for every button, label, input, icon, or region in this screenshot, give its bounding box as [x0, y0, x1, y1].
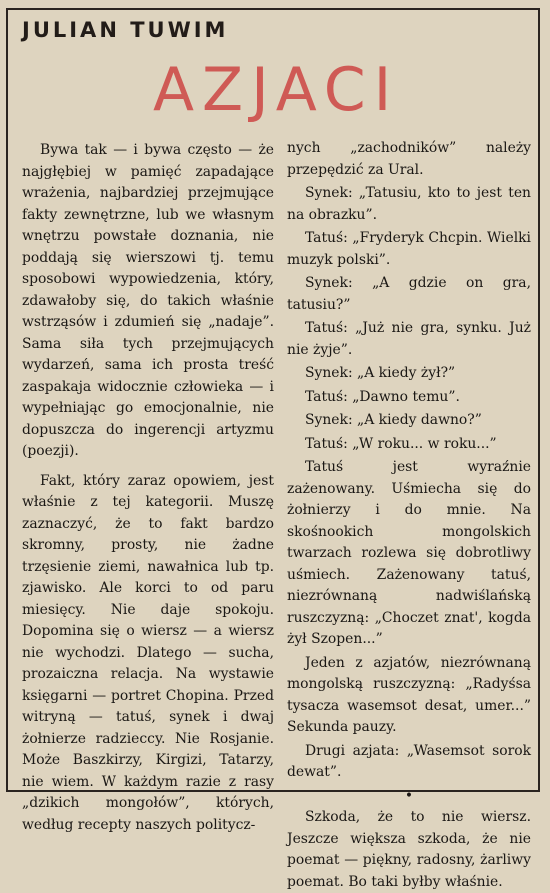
dialogue-line: Synek: „A kiedy dawno?”: [305, 412, 482, 428]
article-title: AZJACI: [153, 55, 400, 125]
left-column: [22, 140, 274, 836]
paragraph-embarrassed: Tatuś jest wyraźnie zażenowany. Uśmiecha się do żołnierzy i do mnie. Na skośnookich mongolskich twarzach rozlewa się dobrotliwy uśmiech. Zażenowany tatuś, niezrównaną nadwiślańską ruszczyzną: „Choczet znat', kogda żył Szopen...”: [287, 459, 531, 647]
paragraph-continuation: nych „zachodników” należy przepędzić za Ural.: [287, 140, 531, 178]
dialogue-line: Synek: „Tatusiu, kto to jest ten na obrazku”.: [287, 185, 531, 223]
right-column: [287, 138, 531, 893]
paragraph-answer: Jeden z azjatów, niezrównaną mongolską ruszczyzną: „Radyśsa tysacza wasemsot desat, umer...” Sekunda pauzy.: [287, 654, 531, 735]
paragraph-second-answer: Drugi azjata: „Wasemsot sorok dewat”.: [287, 742, 531, 780]
paragraph-fact: Fakt, który zaraz opowiem, jest właśnie z tej kategorii. Muszę zaznaczyć, że to fakt bardzo skromny, prosty, nie żadne trzęsienie ziemi, nawałnica lub tp. zjawisko. Ale korci to od paru miesięcy. Nie daje spokoju. Dopomina się o wiersz — a wiersz nie wychodzi. Dlatego — sucha, prozaiczna relacja. Na wystawie księgarni — portret Chopina. Przed witryną — tatuś, synek i dwaj żołnierze radzieccy. Nie Rosjanie. Może Baszkirzy, Kirgizi, Tatarzy, nie wiem. W każdym razie z rasy „dzikich mongołów”, których, według recepty naszych politycz-: [22, 472, 274, 833]
dialogue-line: Tatuś: „Dawno temu”.: [305, 388, 460, 405]
dialogue-line: Tatuś: „W roku... w roku...”: [305, 435, 497, 452]
section-separator: •: [404, 787, 414, 804]
dialogue-line: Synek: „A kiedy żył?”: [305, 365, 456, 381]
dialogue-line: Tatuś: „Już nie gra, synku. Już nie żyje”.: [287, 320, 531, 358]
dialogue-line: Synek: „A gdzie on gra, tatusiu?”: [287, 275, 531, 313]
paragraph-intro: Bywa tak — i bywa często — że najgłębiej w pamięć zapadające wrażenia, najbardziej przejmujące fakty zewnętrzne, lub we własnym wnętrzu powstałe doznania, nie poddają się wierszowi tj. temu sposobowi wypowiedzenia, który, zdawałoby się, do takich właśnie wstrząsów i zdumień się „nadaje”. Sama siła tych przejmujących wydarzeń, sama ich prosta treść zaspakaja widocznie człowieka — i wypełniając go emocjonalnie, nie dopuszcza do ingerencji artyzmu (poezji).: [22, 142, 274, 459]
dialogue-line: Tatuś: „Fryderyk Chcpin. Wielki muzyk polski”.: [287, 230, 531, 268]
paragraph-final: Szkoda, że to nie wiersz. Jeszcze większa szkoda, że nie poemat — piękny, radosny, żarliwy poemat. Bo taki byłby właśnie.: [287, 809, 531, 890]
author-name: JULIAN TUWIM: [22, 18, 229, 42]
